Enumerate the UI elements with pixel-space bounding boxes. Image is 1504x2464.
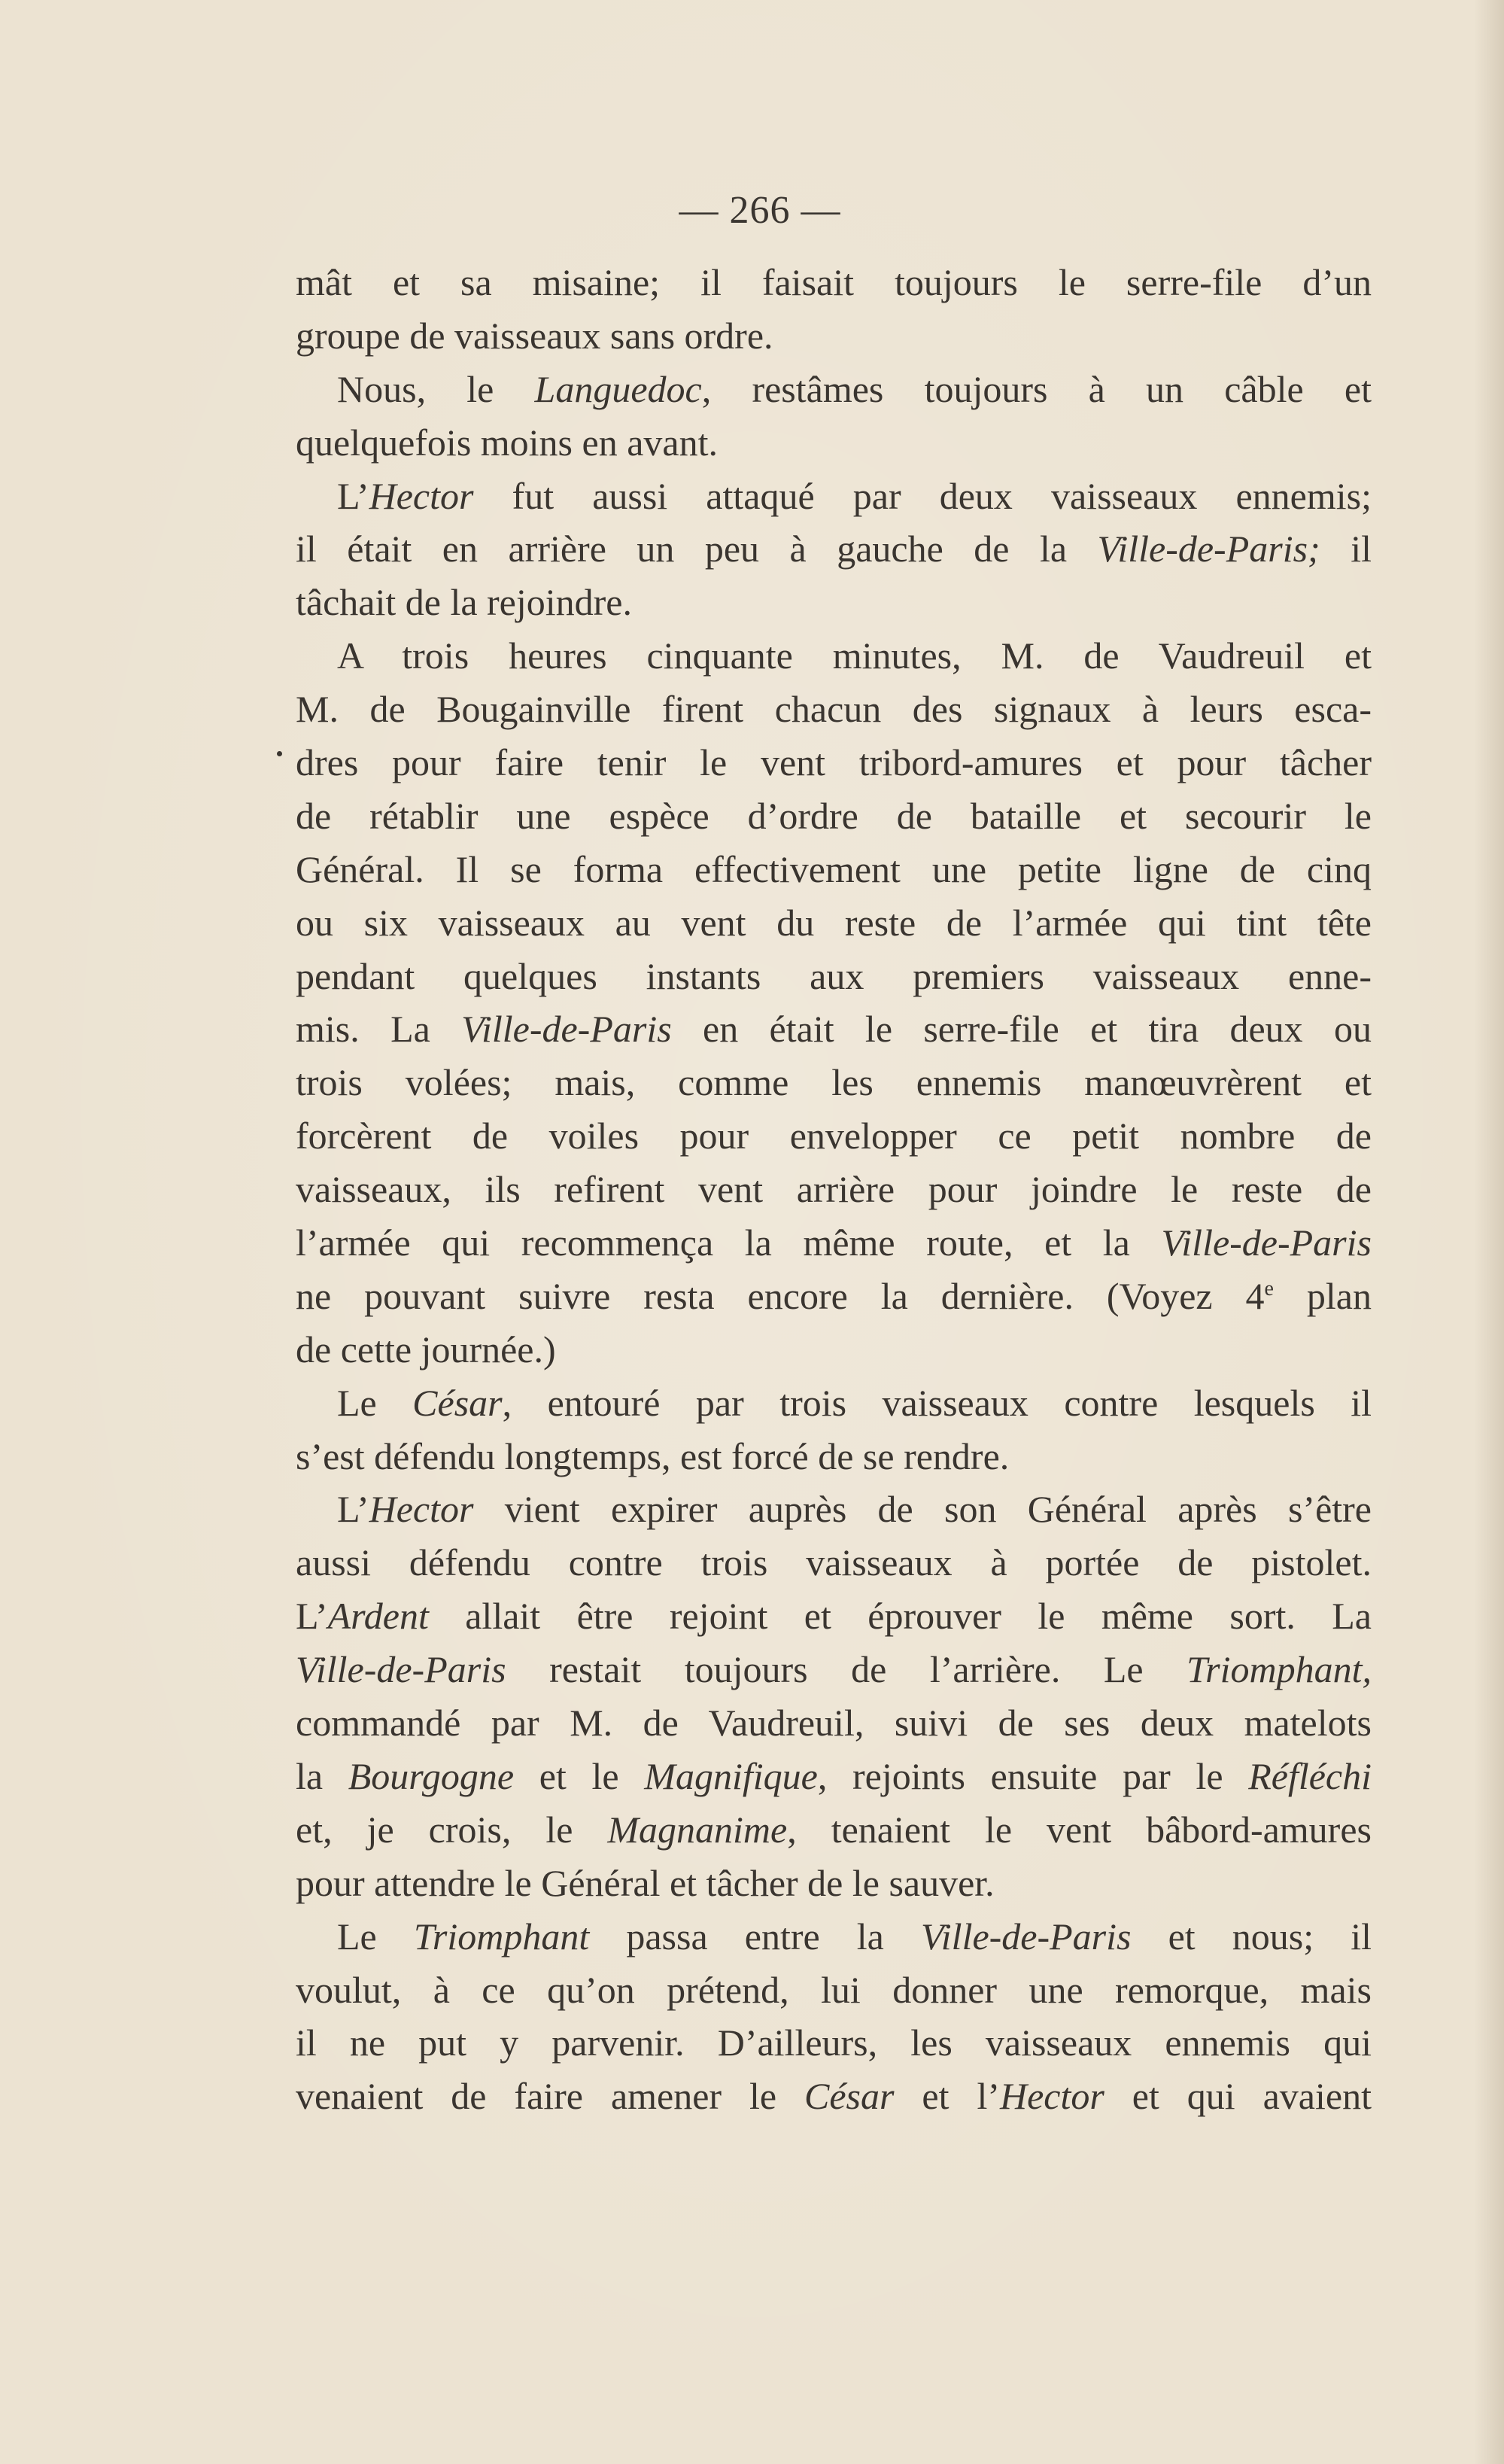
text-segment: , rejoints ensuite par le bbox=[817, 1754, 1249, 1797]
text-line bbox=[296, 1964, 1372, 2017]
text-line bbox=[296, 1643, 1372, 1696]
text-line bbox=[296, 1270, 1372, 1323]
text-line bbox=[296, 363, 1372, 416]
text-segment: Le bbox=[337, 1915, 414, 1958]
ship-name: César bbox=[412, 1381, 503, 1424]
text-segment: Général. Il se forma effectivement une petite ligne de cinq bbox=[296, 847, 1372, 890]
text-line bbox=[296, 1216, 1372, 1270]
body-text bbox=[296, 256, 1372, 2123]
text-line bbox=[296, 522, 1372, 576]
text-segment: quelquefois moins en avant. bbox=[296, 421, 718, 464]
text-segment: L’ bbox=[337, 474, 369, 517]
ship-name: Magnifique bbox=[644, 1754, 818, 1797]
text-line bbox=[296, 1109, 1372, 1163]
text-line bbox=[296, 789, 1372, 843]
text-line bbox=[296, 1536, 1372, 1589]
text-segment: passa entre la bbox=[589, 1915, 921, 1958]
text-line bbox=[296, 1803, 1372, 1857]
text-segment: et le bbox=[514, 1754, 645, 1797]
page-edge-shadow bbox=[1474, 0, 1504, 2464]
ship-name: César bbox=[804, 2075, 895, 2118]
text-segment: commandé par M. de Vaudreuil, suivi de ses deux matelots bbox=[296, 1702, 1372, 1745]
text-segment: trois volées; mais, comme les ennemis manœuvrèrent et bbox=[296, 1061, 1372, 1104]
ink-speck bbox=[277, 751, 282, 756]
text-segment: ou six vaisseaux au vent du reste de l’armée qui tint tête bbox=[296, 901, 1372, 944]
text-segment: l’armée qui recommença la même route, et la bbox=[296, 1221, 1162, 1264]
ship-name: Languedoc bbox=[534, 367, 702, 410]
text-segment: voulut, à ce qu’on prétend, lui donner une remorque, mais bbox=[296, 1968, 1372, 2011]
text-line bbox=[296, 309, 1372, 363]
text-line bbox=[296, 1430, 1372, 1483]
text-line bbox=[296, 1163, 1372, 1216]
ship-name: Ville-de-Paris bbox=[1161, 1221, 1372, 1264]
text-segment: aussi défendu contre trois vaisseaux à portée de pistolet. bbox=[296, 1541, 1372, 1584]
text-segment: vaisseaux, ils refirent vent arrière pour joindre le reste de bbox=[296, 1168, 1372, 1211]
text-segment: de cette journée.) bbox=[296, 1328, 556, 1370]
text-segment: mât et sa misaine; il faisait toujours le serre-file d’un bbox=[296, 261, 1372, 303]
text-segment: L’ bbox=[296, 1595, 328, 1638]
ship-name: Triomphant, bbox=[1186, 1648, 1372, 1691]
ship-name: Hector bbox=[999, 2075, 1104, 2118]
ship-name: Triomphant bbox=[413, 1915, 590, 1958]
text-segment: fut aussi attaqué par deux vaisseaux ennemis; bbox=[473, 474, 1372, 517]
text-segment: s’est défendu longtemps, est forcé de se rendre. bbox=[296, 1434, 1010, 1477]
text-segment: en était le serre-file et tira deux ou bbox=[671, 1008, 1372, 1051]
text-segment: Nous, le bbox=[337, 367, 535, 410]
page-number: — 266 — bbox=[679, 189, 841, 232]
text-segment: , restâmes toujours à un câble et bbox=[701, 367, 1372, 410]
ship-name: Ville-de-Paris bbox=[920, 1915, 1132, 1958]
text-segment: il bbox=[1320, 528, 1372, 570]
text-segment: il était en arrière un peu à gauche de la bbox=[296, 528, 1098, 570]
text-line bbox=[296, 2070, 1372, 2123]
text-segment: L’ bbox=[337, 1488, 369, 1531]
text-line bbox=[296, 1696, 1372, 1750]
text-line bbox=[296, 683, 1372, 736]
text-segment: pendant quelques instants aux premiers vaisseaux enne- bbox=[296, 954, 1372, 997]
text-segment: restait toujours de l’arrière. Le bbox=[506, 1648, 1187, 1691]
text-segment: forcèrent de voiles pour envelopper ce petit nombre de bbox=[296, 1115, 1372, 1157]
text-segment: venaient de faire amener le bbox=[296, 2075, 805, 2118]
ship-name: Réfléchi bbox=[1248, 1754, 1372, 1797]
text-line bbox=[296, 1323, 1372, 1376]
text-line bbox=[296, 1750, 1372, 1803]
text-segment: Le bbox=[337, 1381, 413, 1424]
text-segment: , tenaient le vent bâbord-amures bbox=[787, 1808, 1372, 1851]
text-segment: M. de Bougainville firent chacun des signaux à leurs esca- bbox=[296, 688, 1372, 731]
text-line bbox=[296, 470, 1372, 523]
text-segment: tâchait de la rejoindre. bbox=[296, 581, 632, 624]
text-line bbox=[296, 1483, 1372, 1536]
text-line bbox=[296, 1857, 1372, 1910]
text-segment: A trois heures cinquante minutes, M. de Vaudreuil et bbox=[337, 634, 1372, 677]
ship-name: Ville-de-Paris; bbox=[1097, 528, 1320, 570]
text-line bbox=[296, 1002, 1372, 1056]
text-line bbox=[296, 1910, 1372, 1964]
superscript: e bbox=[1264, 1276, 1274, 1300]
ship-name: Ardent bbox=[327, 1595, 429, 1638]
text-segment: et nous; il bbox=[1131, 1915, 1372, 1958]
text-line bbox=[296, 576, 1372, 629]
text-segment: , entouré par trois vaisseaux contre lesquels il bbox=[502, 1381, 1372, 1424]
text-segment: vient expirer auprès de son Général après s’être bbox=[473, 1488, 1372, 1531]
ship-name: Ville-de-Paris bbox=[461, 1008, 672, 1051]
text-line bbox=[296, 2016, 1372, 2070]
text-line bbox=[296, 896, 1372, 950]
text-line bbox=[296, 256, 1372, 309]
text-line bbox=[296, 1056, 1372, 1109]
ship-name: Ville-de-Paris bbox=[296, 1648, 506, 1691]
text-segment: pour attendre le Général et tâcher de le sauver. bbox=[296, 1861, 995, 1904]
text-segment: plan bbox=[1273, 1274, 1372, 1317]
text-segment: et, je crois, le bbox=[296, 1808, 608, 1851]
text-line bbox=[296, 1589, 1372, 1643]
ship-name: Magnanime bbox=[607, 1808, 788, 1851]
text-line bbox=[296, 1376, 1372, 1430]
text-segment: la bbox=[296, 1754, 348, 1797]
text-line bbox=[296, 736, 1372, 789]
text-segment: de rétablir une espèce d’ordre de bataille et secourir le bbox=[296, 794, 1372, 837]
text-segment: et qui avaient bbox=[1104, 2075, 1372, 2118]
text-line bbox=[296, 416, 1372, 470]
text-segment: il ne put y parvenir. D’ailleurs, les vaisseaux ennemis qui bbox=[296, 2021, 1372, 2064]
text-line bbox=[296, 950, 1372, 1003]
text-segment: et l’ bbox=[894, 2075, 1000, 2118]
text-segment: ne pouvant suivre resta encore la dernière. (Voyez 4 bbox=[296, 1274, 1265, 1317]
ship-name: Hector bbox=[369, 474, 474, 517]
text-line bbox=[296, 843, 1372, 896]
text-line bbox=[296, 629, 1372, 683]
text-segment: allait être rejoint et éprouver le même sort. La bbox=[428, 1595, 1372, 1638]
text-segment: groupe de vaisseaux sans ordre. bbox=[296, 314, 773, 357]
text-segment: dres pour faire tenir le vent tribord-amures et pour tâcher bbox=[296, 741, 1372, 784]
ship-name: Bourgogne bbox=[348, 1754, 515, 1797]
text-segment: mis. La bbox=[296, 1008, 462, 1051]
ship-name: Hector bbox=[369, 1488, 474, 1531]
